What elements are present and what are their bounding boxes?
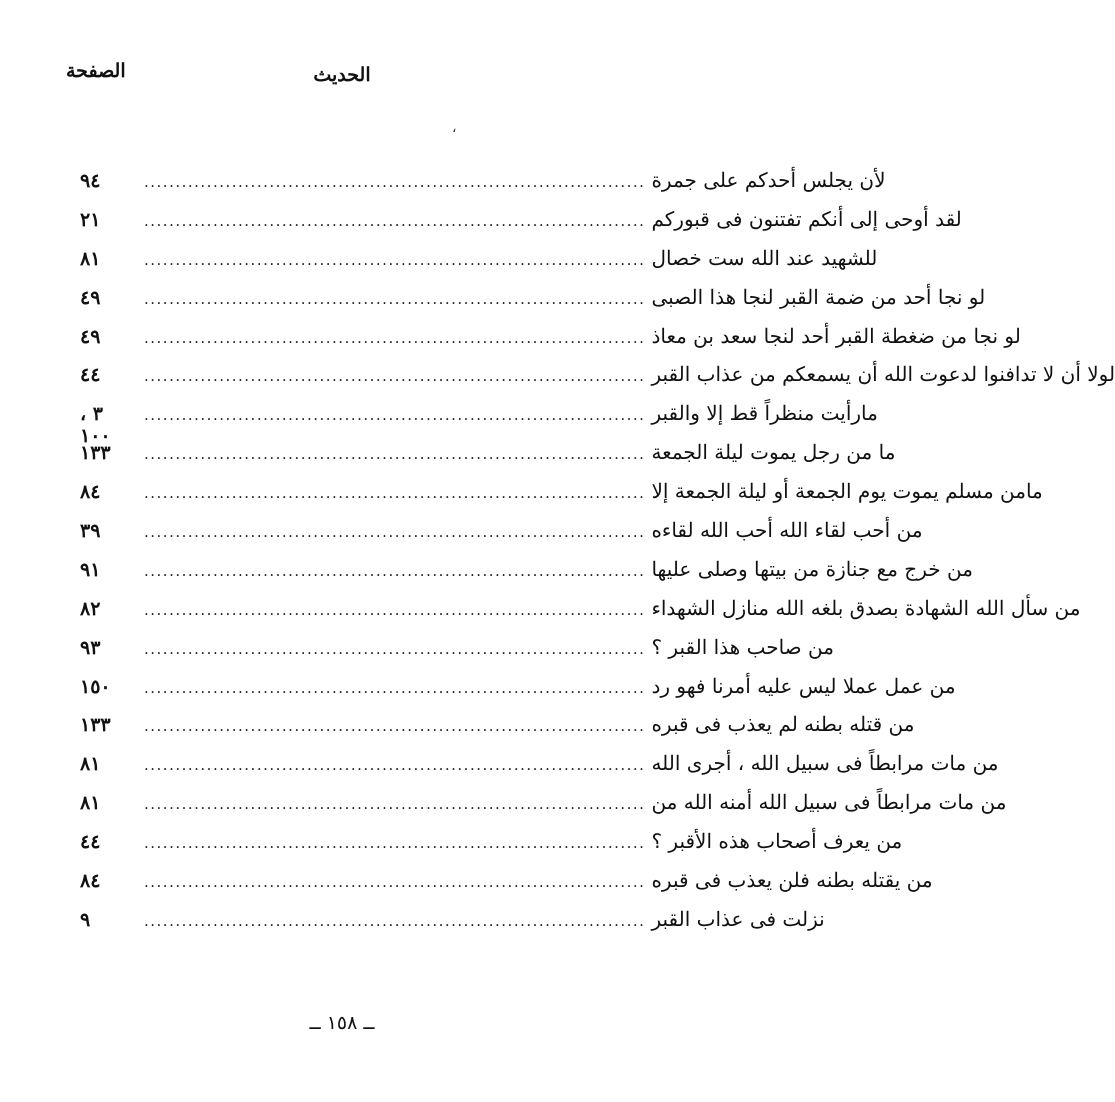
- entry-hadith-text: من صاحب هذا القبر ؟: [651, 634, 834, 659]
- entry-hadith-text: نزلت فى عذاب القبر: [651, 906, 825, 931]
- entry-page-number: ٩٣: [80, 636, 101, 659]
- entry-hadith-text: ما من رجل يموت ليلة الجمعة: [651, 440, 896, 465]
- dot-leader: ................................................................................: [144, 250, 646, 269]
- dot-leader: ................................................................................: [144, 523, 646, 542]
- index-entry: [80, 323, 1021, 363]
- entry-page-number: ٨٤: [80, 870, 101, 893]
- dot-leader: ................................................................................: [144, 756, 646, 775]
- entry-hadith-text: مارأيت منظراً قط إلا والقبر: [651, 401, 878, 426]
- dot-leader: ................................................................................: [144, 367, 646, 386]
- index-entry: [80, 829, 903, 868]
- dot-leader: ................................................................................: [144, 211, 646, 230]
- entry-page-number: ٩: [80, 908, 91, 931]
- index-entry: [80, 284, 986, 324]
- entry-page-number: ٤٩: [80, 286, 101, 309]
- index-entry: [80, 712, 915, 751]
- dot-leader: ................................................................................: [144, 484, 646, 503]
- print-speck: ،: [452, 120, 457, 136]
- index-entry: [80, 518, 923, 557]
- entry-page-number: ٤٤: [80, 831, 101, 854]
- entry-hadith-text: من خرج مع جنازة من بيتها وصلى عليها: [651, 556, 973, 581]
- index-entry: [80, 790, 1007, 829]
- dot-leader: ................................................................................: [144, 795, 646, 814]
- index-entry: [80, 906, 825, 946]
- page-number: ــ ١٥٨ ــ: [309, 1012, 375, 1034]
- dot-leader: ................................................................................: [144, 445, 646, 464]
- entry-page-number: ٩١: [80, 558, 101, 581]
- dot-leader: ................................................................................: [144, 911, 646, 930]
- entry-hadith-text: لقد أوحى إلى أنكم تفتنون فى قبوركم: [651, 206, 962, 231]
- entry-page-number: ٨٢: [80, 597, 101, 620]
- entry-hadith-text: من سأل الله الشهادة بصدق بلغه الله منازل الشهداء: [651, 595, 1081, 620]
- dot-leader: ................................................................................: [144, 600, 646, 619]
- index-entry: [80, 245, 878, 285]
- index-entry: [80, 206, 962, 246]
- dot-leader: ................................................................................: [144, 289, 646, 308]
- index-entry: [80, 634, 834, 674]
- hadith-index-list: [80, 168, 1115, 946]
- entry-page-number: ٤٤: [80, 364, 101, 387]
- entry-hadith-text: لولا أن لا تدافنوا لدعوت الله أن يسمعكم من عذاب القبر: [651, 362, 1115, 387]
- entry-hadith-text: من قتله بطنه لم يعذب فى قبره: [651, 712, 915, 737]
- entry-page-number: ٨١: [80, 247, 101, 270]
- entry-hadith-text: من أحب لقاء الله أحب الله لقاءه: [651, 518, 923, 543]
- entry-hadith-text: من مات مرابطاً فى سبيل الله ، أجرى الله: [651, 751, 999, 776]
- entry-page-number: ١٣٣: [80, 714, 111, 737]
- entry-hadith-text: لو نجا أحد من ضمة القبر لنجا هذا الصبى: [651, 284, 986, 309]
- index-entry: [80, 401, 878, 448]
- entry-hadith-text: للشهيد عند الله ست خصال: [651, 245, 878, 270]
- dot-leader: ................................................................................: [144, 173, 646, 191]
- index-entry: [80, 362, 1115, 401]
- entry-hadith-text: من يعرف أصحاب هذه الأقبر ؟: [651, 829, 903, 854]
- dot-leader: ................................................................................: [144, 717, 646, 736]
- dot-leader: ................................................................................: [144, 834, 646, 853]
- dot-leader: ................................................................................: [144, 639, 646, 658]
- entry-page-number: ٨١: [80, 753, 101, 776]
- entry-page-number: ١٥٠: [80, 675, 111, 698]
- index-entry: [80, 868, 933, 907]
- index-entry: [80, 556, 973, 596]
- entry-hadith-text: مامن مسلم يموت يوم الجمعة أو ليلة الجمعة إلا: [651, 479, 1043, 504]
- entry-hadith-text: من مات مرابطاً فى سبيل الله أمنه الله من: [651, 790, 1007, 815]
- entry-page-number: ٣ ، ١٠٠: [80, 403, 111, 448]
- entry-page-number: ٤٩: [80, 325, 101, 348]
- dot-leader: ................................................................................: [144, 406, 646, 425]
- page-column-label: الصفحة: [66, 60, 126, 82]
- entry-page-number: ١٣٣: [80, 442, 111, 465]
- index-entry: [80, 595, 1081, 635]
- index-entry: [80, 479, 1043, 518]
- index-entry: [80, 168, 886, 207]
- dot-leader: ................................................................................: [144, 678, 646, 697]
- dot-leader: ................................................................................: [144, 873, 646, 892]
- index-entry: [80, 673, 956, 713]
- entry-page-number: ٨١: [80, 792, 101, 815]
- entry-hadith-text: لو نجا من ضغطة القبر أحد لنجا سعد بن معاذ: [651, 323, 1021, 348]
- dot-leader: ................................................................................: [144, 328, 646, 347]
- entry-hadith-text: لأن يجلس أحدكم على جمرة: [651, 168, 886, 192]
- dot-leader: ................................................................................: [144, 561, 646, 580]
- entry-page-number: ٨٤: [80, 481, 101, 504]
- entry-hadith-text: من يقتله بطنه فلن يعذب فى قبره: [651, 868, 933, 893]
- entry-page-number: ٢١: [80, 208, 101, 231]
- index-entry: [80, 440, 896, 479]
- entry-page-number: ٣٩: [80, 520, 101, 543]
- index-entry: [80, 751, 999, 790]
- entry-hadith-text: من عمل عملا ليس عليه أمرنا فهو رد: [651, 673, 956, 698]
- hadith-column-label: الحديث: [313, 64, 371, 86]
- entry-page-number: ٩٤: [80, 170, 101, 192]
